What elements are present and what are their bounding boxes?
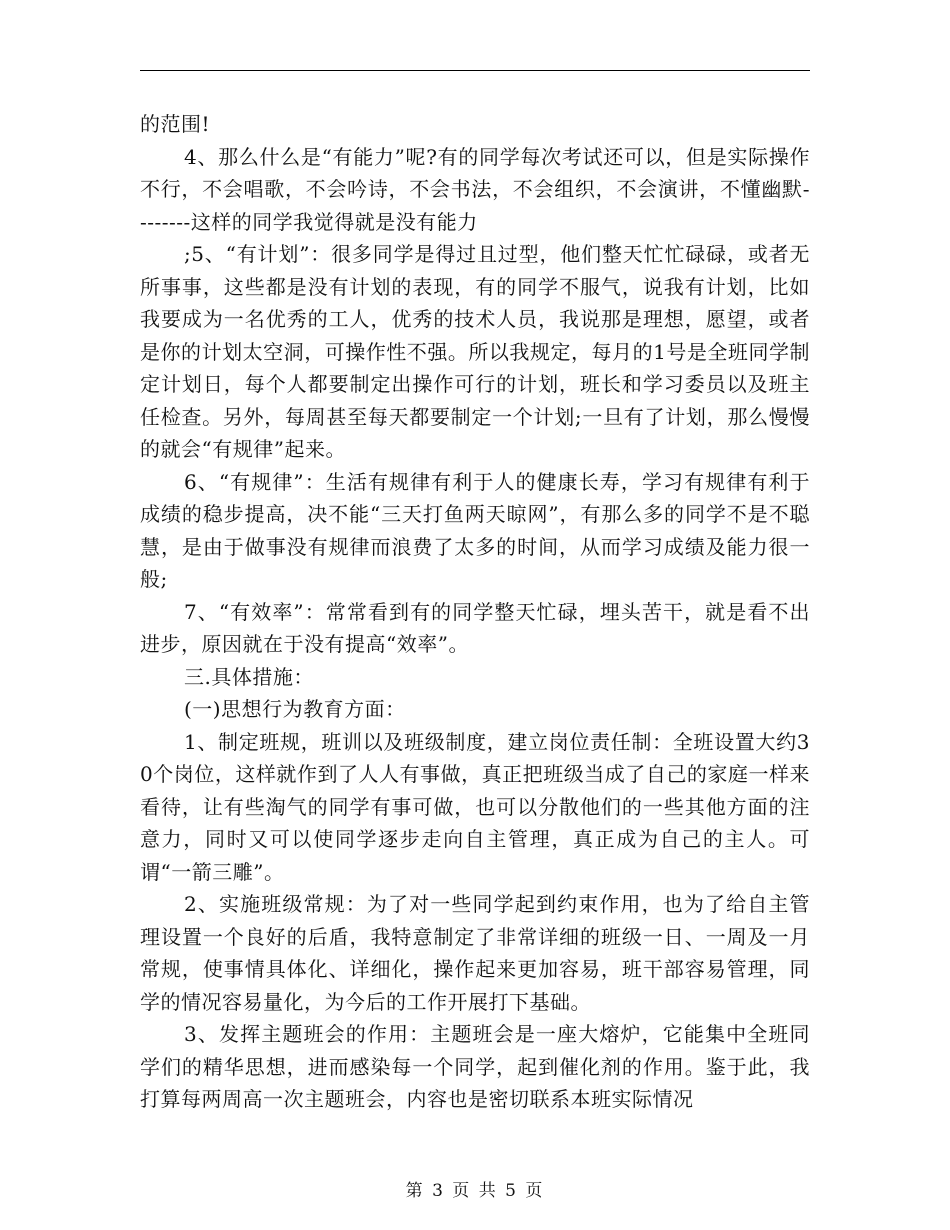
paragraph-4: 6、“有规律”：生活有规律有利于人的健康长寿，学习有规律有利于成绩的稳步提高，决不能“三天打鱼两天晾网”，有那么多的同学不是不聪慧，是由于做事没有规律而浪费了太多的时间，从而学习成绩及能力很一般;: [140, 469, 810, 591]
subsection-heading: (一)思想行为教育方面：: [184, 697, 406, 721]
paragraph-8: 1、制定班规，班训以及班级制度，建立岗位责任制：全班设置大约30个岗位，这样就作到了人人有事做，真正把班级当成了自己的家庭一样来看待，让有些淘气的同学有事可做，也可以分散他们的一些其他方面的注意力，同时又可以使同学逐步走向自主管理，真正成为自己的主人。可谓“一箭三雕”。: [140, 729, 810, 884]
section-heading: 三.具体措施：: [184, 664, 314, 689]
paragraph-1: 的范围!: [140, 112, 211, 136]
header-rule: [140, 70, 810, 71]
document-body: [140, 108, 810, 1116]
paragraph-2: 4、那么什么是“有能力”呢?有的同学每次考试还可以，但是实际操作不行，不会唱歌，不会吟诗，不会书法，不会组织，不会演讲，不懂幽默--------这样的同学我觉得就是没有能力: [140, 144, 810, 234]
paragraph-9: 2、实施班级常规：为了对一些同学起到约束作用，也为了给自主管理设置一个良好的后盾，我特意制定了非常详细的班级一日、一周及一月常规，使事情具体化、详细化，操作起来更加容易，班干部容易管理，同学的情况容易量化，为今后的工作开展打下基础。: [140, 892, 810, 1014]
paragraph-5: 7、“有效率”：常常看到有的同学整天忙碌，埋头苦干，就是看不出进步，原因就在于没有提高“效率”。: [140, 599, 810, 656]
page-number: 第 3 页 共 5 页: [405, 1181, 545, 1201]
paragraph-10: 3、发挥主题班会的作用：主题班会是一座大熔炉，它能集中全班同学们的精华思想，进而感染每一个同学，起到催化剂的作用。鉴于此，我打算每两周高一次主题班会，内容也是密切联系本班实际情况: [140, 1022, 810, 1111]
paragraph-3: ;5、“有计划”：很多同学是得过且过型，他们整天忙忙碌碌，或者无所事事，这些都是没有计划的表现，有的同学不服气，说我有计划，比如我要成为一名优秀的工人，优秀的技术人员，我说那是理想，愿望，或者是你的计划太空洞，可操作性不强。所以我规定，每月的1号是全班同学制定计划日，每个人都要制定出操作可行的计划，班长和学习委员以及班主任检查。另外，每周甚至每天都要制定一个计划;一旦有了计划，那么慢慢的就会“有规律”起来。: [140, 242, 810, 461]
